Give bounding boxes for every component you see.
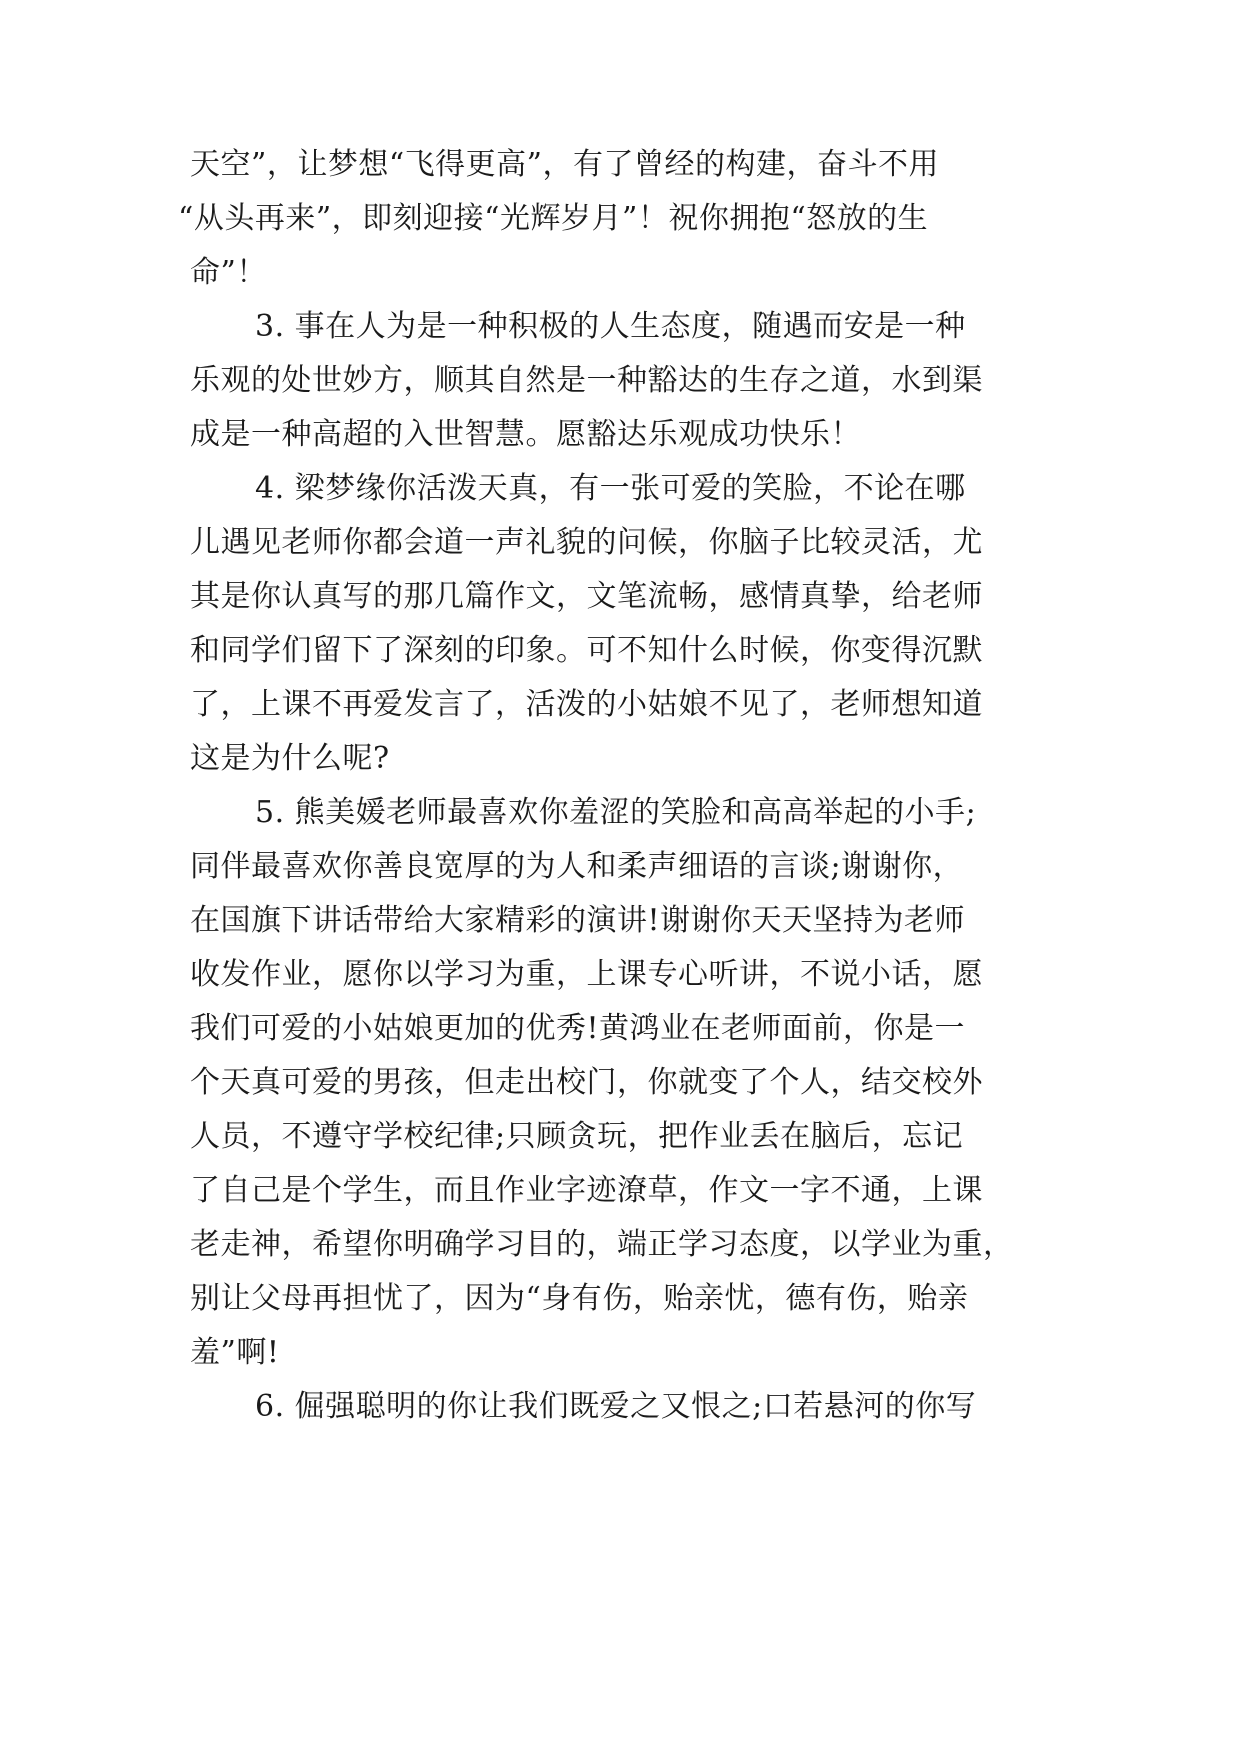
paragraph-5-first-line: 5. 熊美媛老师最喜欢你羞涩的笑脸和高高举起的小手; xyxy=(255,795,977,830)
text-line: 其是你认真写的那几篇作文，文笔流畅，感情真挚，给老师 xyxy=(190,579,983,614)
paragraph-6-first-line: 6. 倔强聪明的你让我们既爱之又恨之;口若悬河的你写 xyxy=(255,1389,977,1424)
text-line: 老走神，希望你明确学习目的，端正学习态度，以学业为重， xyxy=(190,1227,1014,1262)
text-line: 成是一种高超的入世智慧。愿豁达乐观成功快乐！ xyxy=(190,417,861,452)
text-line: 收发作业，愿你以学习为重，上课专心听讲，不说小话，愿 xyxy=(190,957,983,992)
text-line: 别让父母再担忧了，因为“身有伤，贻亲忧，德有伤，贻亲 xyxy=(190,1281,969,1316)
text-line: 羞”啊! xyxy=(190,1335,280,1370)
text-line: 天空”，让梦想“飞得更高”，有了曾经的构建，奋斗不用 xyxy=(190,147,940,182)
text-line: 同伴最喜欢你善良宽厚的为人和柔声细语的言谈;谢谢你， xyxy=(190,849,964,884)
text-line: 了，上课不再爱发言了，活泼的小姑娘不见了，老师想知道 xyxy=(190,687,983,722)
text-line: “从头再来”，即刻迎接“光辉岁月”！祝你拥抱“怒放的生 xyxy=(178,201,929,236)
paragraph-4-first-line: 4. 梁梦缘你活泼天真，有一张可爱的笑脸，不论在哪 xyxy=(255,471,966,506)
text-line: 在国旗下讲话带给大家精彩的演讲!谢谢你天天坚持为老师 xyxy=(190,903,966,938)
text-line: 和同学们留下了深刻的印象。可不知什么时候，你变得沉默 xyxy=(190,633,983,668)
text-line: 儿遇见老师你都会道一声礼貌的问候，你脑子比较灵活，尤 xyxy=(190,525,983,560)
text-line: 命”！ xyxy=(190,255,267,290)
text-line: 乐观的处世妙方，顺其自然是一种豁达的生存之道，水到渠 xyxy=(190,363,983,398)
text-line: 我们可爱的小姑娘更加的优秀!黄鸿业在老师面前，你是一 xyxy=(190,1011,966,1046)
text-line: 这是为什么呢? xyxy=(190,741,390,776)
paragraph-3-first-line: 3. 事在人为是一种积极的人生态度，随遇而安是一种 xyxy=(255,309,966,344)
text-line: 个天真可爱的男孩，但走出校门，你就变了个人，结交校外 xyxy=(190,1065,983,1100)
text-line: 了自己是个学生，而且作业字迹潦草，作文一字不通，上课 xyxy=(190,1173,983,1208)
text-line: 人员，不遵守学校纪律;只顾贪玩，把作业丢在脑后，忘记 xyxy=(190,1119,964,1154)
